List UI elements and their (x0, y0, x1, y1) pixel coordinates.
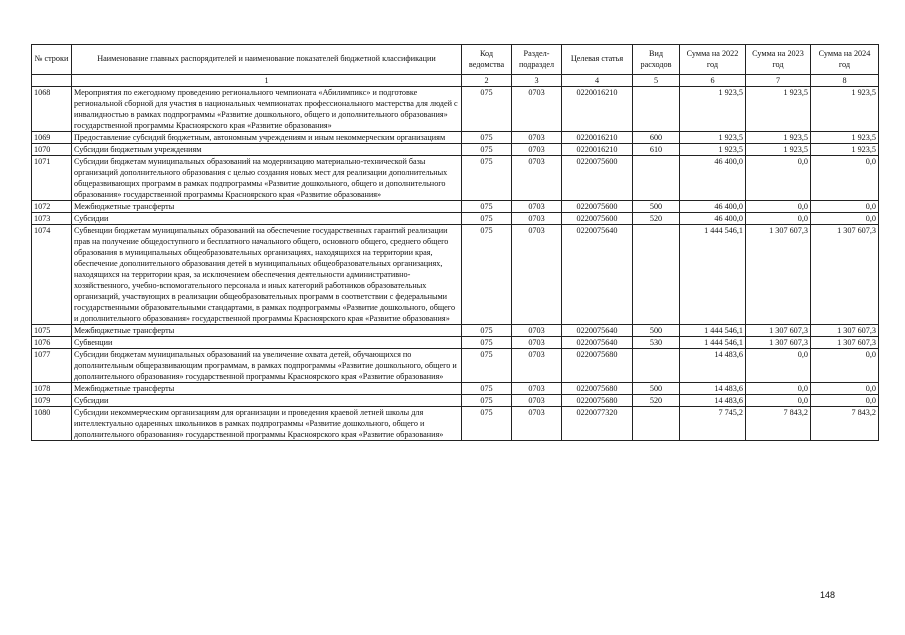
column-number: 8 (811, 75, 879, 87)
table-row (32, 383, 879, 395)
row-sum-2024: 0,0 (811, 201, 879, 213)
row-expense-type (633, 349, 680, 383)
row-sum-2023: 0,0 (746, 201, 811, 213)
header-row (32, 45, 879, 75)
row-sum-2022: 1 444 546,1 (680, 225, 746, 325)
row-expense-type: 500 (633, 325, 680, 337)
row-number: 1078 (32, 383, 72, 395)
row-sum-2022: 46 400,0 (680, 201, 746, 213)
row-dept-code: 075 (462, 156, 512, 201)
table-row (32, 213, 879, 225)
column-number: 3 (512, 75, 562, 87)
row-sum-2022: 1 444 546,1 (680, 325, 746, 337)
table-row (32, 395, 879, 407)
row-target: 0220075600 (562, 213, 633, 225)
row-name: Мероприятия по ежегодному проведению регионального чемпионата «Абилимпикс» и подготовке региональной сборной для участия в национальных чемпионатах профессионального мастерства для людей с инвалидностью в рамках подпрограммы «Развитие дошкольного, общего и дополнительного образования» государственной программы Красноярского края «Развитие образования» (72, 87, 462, 132)
row-sum-2024: 0,0 (811, 349, 879, 383)
row-sum-2023: 0,0 (746, 156, 811, 201)
row-sum-2023: 0,0 (746, 395, 811, 407)
row-name: Межбюджетные трансферты (72, 201, 462, 213)
row-section: 0703 (512, 144, 562, 156)
row-sum-2023: 1 307 607,3 (746, 325, 811, 337)
row-expense-type: 610 (633, 144, 680, 156)
row-sum-2024: 1 307 607,3 (811, 325, 879, 337)
row-sum-2022: 14 483,6 (680, 383, 746, 395)
row-dept-code: 075 (462, 349, 512, 383)
row-expense-type (633, 225, 680, 325)
row-sum-2022: 1 923,5 (680, 144, 746, 156)
column-number: 5 (633, 75, 680, 87)
row-sum-2022: 46 400,0 (680, 213, 746, 225)
table-row (32, 337, 879, 349)
table-row (32, 325, 879, 337)
header-dept-code: Код ведомства (462, 45, 512, 75)
row-sum-2023: 1 923,5 (746, 87, 811, 132)
column-number: 2 (462, 75, 512, 87)
header-sum-2022: Сумма на 2022 год (680, 45, 746, 75)
row-dept-code: 075 (462, 325, 512, 337)
row-dept-code: 075 (462, 87, 512, 132)
row-section: 0703 (512, 87, 562, 132)
row-target: 0220077320 (562, 407, 633, 441)
row-section: 0703 (512, 349, 562, 383)
row-sum-2022: 1 923,5 (680, 132, 746, 144)
row-sum-2023: 1 923,5 (746, 144, 811, 156)
row-name: Субсидии бюджетам муниципальных образований на увеличение охвата детей, обучающихся по дополнительным общеразвивающим программам, в рамках подпрограммы «Развитие дошкольного, общего и дополнительного образования» государственной программы Красноярского края «Развитие образования» (72, 349, 462, 383)
header-sum-2024: Сумма на 2024 год (811, 45, 879, 75)
row-section: 0703 (512, 213, 562, 225)
row-section: 0703 (512, 407, 562, 441)
row-sum-2023: 1 307 607,3 (746, 225, 811, 325)
header-expense-type: Вид расходов (633, 45, 680, 75)
row-sum-2024: 0,0 (811, 156, 879, 201)
row-number: 1071 (32, 156, 72, 201)
row-target: 0220075680 (562, 395, 633, 407)
row-sum-2023: 1 307 607,3 (746, 337, 811, 349)
column-number: 1 (72, 75, 462, 87)
row-sum-2024: 0,0 (811, 383, 879, 395)
row-dept-code: 075 (462, 132, 512, 144)
row-name: Субсидии бюджетным учреждениям (72, 144, 462, 156)
row-dept-code: 075 (462, 337, 512, 349)
row-name: Предоставление субсидий бюджетным, автономным учреждениям и иным некоммерческим организациям (72, 132, 462, 144)
budget-table (31, 44, 879, 441)
row-target: 0220075680 (562, 383, 633, 395)
table-row (32, 156, 879, 201)
row-sum-2023: 1 923,5 (746, 132, 811, 144)
column-number (32, 75, 72, 87)
row-number: 1072 (32, 201, 72, 213)
row-number: 1075 (32, 325, 72, 337)
row-sum-2022: 14 483,6 (680, 349, 746, 383)
row-section: 0703 (512, 325, 562, 337)
row-section: 0703 (512, 395, 562, 407)
row-sum-2022: 14 483,6 (680, 395, 746, 407)
row-dept-code: 075 (462, 213, 512, 225)
table-row (32, 132, 879, 144)
row-section: 0703 (512, 225, 562, 325)
header-sum-2023: Сумма на 2023 год (746, 45, 811, 75)
row-sum-2024: 0,0 (811, 395, 879, 407)
row-sum-2024: 0,0 (811, 213, 879, 225)
row-dept-code: 075 (462, 144, 512, 156)
header-name: Наименование главных распорядителей и наименование показателей бюджетной классификации (72, 45, 462, 75)
row-name: Субвенции бюджетам муниципальных образований на обеспечение государственных гарантий реализации прав на получение общедоступного и бесплатного начального общего, основного общего, среднего общего образования в муниципальных общеобразовательных организациях, находящихся на территории края, обеспечение дополнительного образования детей в муниципальных общеобразовательных организациях, находящихся на территории края, за исключением обеспечения деятельности административно-хозяйственного, учебно-вспомогательного персонала и иных категорий работников образовательных организаций, участвующих в реализации общеобразовательных программ в соответствии с федеральными государственными образовательными стандартами, в рамках подпрограммы «Развитие дошкольного, общего и дополнительного образования» государственной программы Красноярского края «Развитие образования» (72, 225, 462, 325)
row-target: 0220016210 (562, 87, 633, 132)
row-number: 1073 (32, 213, 72, 225)
row-sum-2023: 0,0 (746, 383, 811, 395)
table-row (32, 201, 879, 213)
row-expense-type (633, 156, 680, 201)
row-sum-2024: 7 843,2 (811, 407, 879, 441)
row-target: 0220016210 (562, 132, 633, 144)
row-sum-2024: 1 923,5 (811, 132, 879, 144)
row-number: 1068 (32, 87, 72, 132)
row-target: 0220075640 (562, 325, 633, 337)
row-sum-2022: 1 923,5 (680, 87, 746, 132)
row-section: 0703 (512, 156, 562, 201)
table-row (32, 87, 879, 132)
row-number: 1076 (32, 337, 72, 349)
row-expense-type: 600 (633, 132, 680, 144)
row-section: 0703 (512, 201, 562, 213)
column-number: 4 (562, 75, 633, 87)
row-target: 0220075640 (562, 337, 633, 349)
row-expense-type: 520 (633, 213, 680, 225)
row-number: 1079 (32, 395, 72, 407)
row-dept-code: 075 (462, 407, 512, 441)
row-sum-2023: 0,0 (746, 349, 811, 383)
row-name: Субвенции (72, 337, 462, 349)
row-expense-type (633, 87, 680, 132)
header-target: Целевая статья (562, 45, 633, 75)
row-name: Межбюджетные трансферты (72, 325, 462, 337)
row-sum-2022: 46 400,0 (680, 156, 746, 201)
row-section: 0703 (512, 383, 562, 395)
row-number: 1069 (32, 132, 72, 144)
row-name: Субсидии некоммерческим организациям для организации и проведения краевой летней школы для интеллектуально одаренных школьников в рамках подпрограммы «Развитие дошкольного, общего и дополнительного образования» государственной программы Красноярского края «Развитие образования» (72, 407, 462, 441)
header-section: Раздел-подраздел (512, 45, 562, 75)
row-sum-2023: 0,0 (746, 213, 811, 225)
row-dept-code: 075 (462, 383, 512, 395)
row-expense-type: 500 (633, 383, 680, 395)
row-sum-2024: 1 923,5 (811, 87, 879, 132)
row-expense-type: 500 (633, 201, 680, 213)
row-target: 0220016210 (562, 144, 633, 156)
column-number-row (32, 75, 879, 87)
row-number: 1074 (32, 225, 72, 325)
row-expense-type (633, 407, 680, 441)
row-sum-2022: 7 745,2 (680, 407, 746, 441)
row-number: 1070 (32, 144, 72, 156)
row-expense-type: 520 (633, 395, 680, 407)
row-dept-code: 075 (462, 395, 512, 407)
column-number: 7 (746, 75, 811, 87)
row-number: 1080 (32, 407, 72, 441)
header-row-number: № строки (32, 45, 72, 75)
row-name: Межбюджетные трансферты (72, 383, 462, 395)
column-number: 6 (680, 75, 746, 87)
row-name: Субсидии бюджетам муниципальных образований на модернизацию материально-технической базы организаций дополнительного образования с целью создания новых мест для реализации дополнительных общеразвивающих программ в рамках подпрограммы «Развитие дошкольного, общего и дополнительного образования» государственной программы Красноярского края «Развитие образования» (72, 156, 462, 201)
table-body (32, 87, 879, 441)
row-name: Субсидии (72, 395, 462, 407)
row-sum-2022: 1 444 546,1 (680, 337, 746, 349)
table-row (32, 407, 879, 441)
row-target: 0220075600 (562, 201, 633, 213)
row-expense-type: 530 (633, 337, 680, 349)
table-row (32, 144, 879, 156)
row-sum-2023: 7 843,2 (746, 407, 811, 441)
row-target: 0220075600 (562, 156, 633, 201)
row-target: 0220075640 (562, 225, 633, 325)
page-number: 148 (820, 590, 836, 600)
row-sum-2024: 1 307 607,3 (811, 337, 879, 349)
table-row (32, 349, 879, 383)
table-row (32, 225, 879, 325)
row-name: Субсидии (72, 213, 462, 225)
row-sum-2024: 1 307 607,3 (811, 225, 879, 325)
row-dept-code: 075 (462, 225, 512, 325)
row-section: 0703 (512, 132, 562, 144)
row-dept-code: 075 (462, 201, 512, 213)
row-number: 1077 (32, 349, 72, 383)
row-target: 0220075680 (562, 349, 633, 383)
row-sum-2024: 1 923,5 (811, 144, 879, 156)
row-section: 0703 (512, 337, 562, 349)
